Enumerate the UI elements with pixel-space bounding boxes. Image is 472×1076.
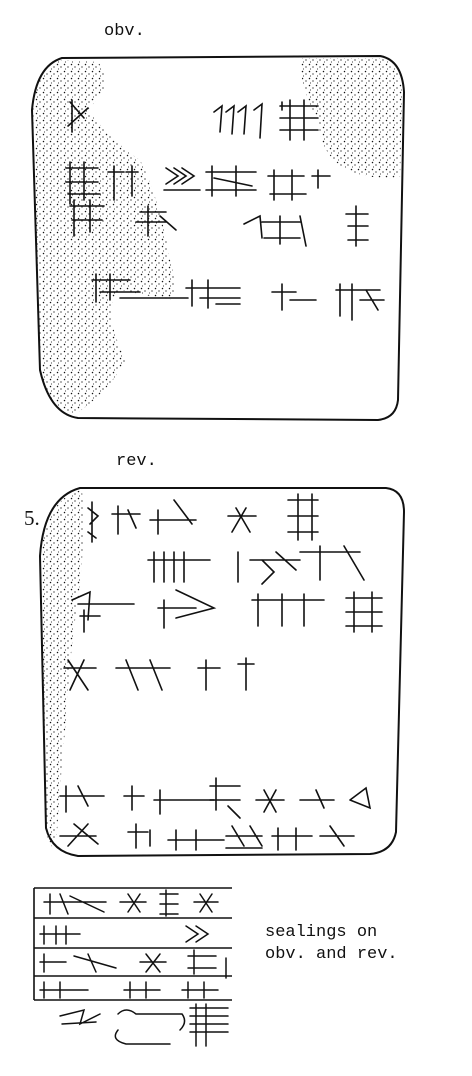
reverse-cuneiform [60, 494, 382, 850]
line-number-label: 5. [24, 506, 40, 530]
sealing-cuneiform [40, 890, 228, 1046]
obverse-label: obv. [104, 22, 145, 41]
reverse-label: rev. [116, 452, 157, 471]
sealings-caption-line-1: sealings on [265, 923, 378, 942]
reverse-tablet [40, 488, 404, 856]
sealings-caption-line-2: obv. and rev. [265, 945, 398, 964]
obverse-tablet [32, 56, 404, 420]
sealings-drawing [34, 888, 232, 1046]
obverse-damage-left [32, 60, 175, 414]
